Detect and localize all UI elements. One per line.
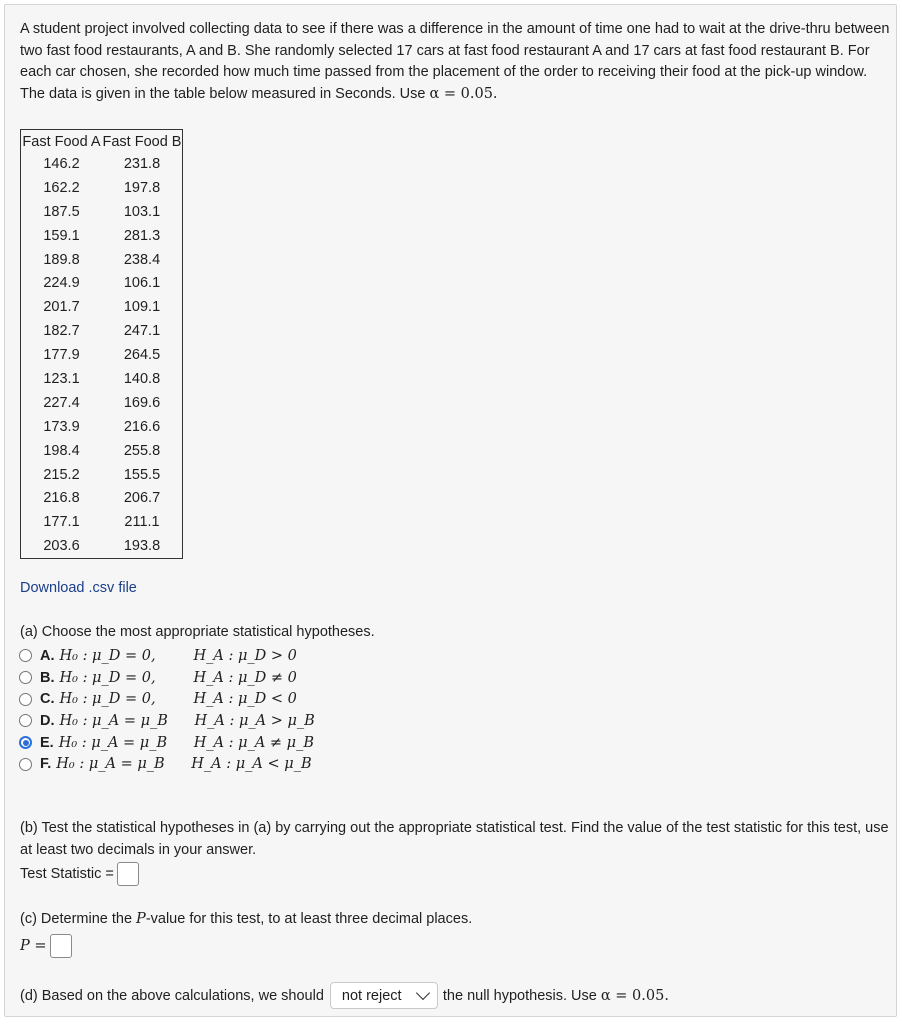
table-cell-b: 103.1 bbox=[123, 203, 161, 220]
table-cell-a: 203.6 bbox=[43, 538, 80, 555]
part-d-alpha: α = 0.05. bbox=[600, 987, 669, 1004]
column-header-a: Fast Food A bbox=[22, 134, 101, 150]
table-cell-b: 281.3 bbox=[123, 227, 161, 244]
download-csv-link[interactable]: Download .csv file bbox=[20, 580, 137, 596]
table-cell-b: 264.5 bbox=[123, 347, 161, 364]
radio-button[interactable] bbox=[19, 736, 32, 749]
part-a-prompt: (a) Choose the most appropriate statistical hypotheses. bbox=[20, 624, 375, 640]
hypothesis-option[interactable] bbox=[19, 667, 315, 689]
part-d-prompt-pre: (d) Based on the above calculations, we should bbox=[20, 987, 324, 1004]
part-d-prompt-post: the null hypothesis. Use bbox=[442, 987, 597, 1004]
table-cell-a: 177.9 bbox=[43, 347, 80, 364]
table-row bbox=[21, 486, 183, 510]
table-cell-a: 187.5 bbox=[43, 203, 80, 220]
table-row bbox=[21, 176, 183, 200]
table-row bbox=[21, 343, 183, 367]
table-row bbox=[21, 463, 183, 487]
table-cell-a: 189.8 bbox=[43, 251, 80, 268]
option-letter: A. bbox=[40, 647, 55, 664]
null-hypothesis: H₀ : μ_A = μ_B bbox=[56, 756, 165, 773]
table-cell-a: 159.1 bbox=[43, 227, 80, 244]
test-statistic-label: Test Statistic = bbox=[20, 866, 114, 882]
option-letter: B. bbox=[40, 669, 55, 686]
column-header-b: Fast Food B bbox=[102, 134, 182, 150]
decision-select[interactable] bbox=[330, 982, 438, 1009]
table-cell-a: 146.2 bbox=[43, 155, 80, 172]
alternative-hypothesis: H_A : μ_A > μ_B bbox=[194, 712, 315, 729]
table-cell-b: 197.8 bbox=[123, 179, 161, 196]
table-cell-a: 123.1 bbox=[43, 370, 80, 387]
alpha-value: α = 0.05. bbox=[429, 85, 498, 102]
table-row bbox=[21, 224, 183, 248]
hypothesis-options bbox=[19, 645, 315, 775]
table-cell-b: 169.6 bbox=[123, 394, 161, 411]
table-row bbox=[21, 319, 183, 343]
alternative-hypothesis: H_A : μ_A ≠ μ_B bbox=[193, 734, 315, 751]
null-hypothesis: H₀ : μ_D = 0, bbox=[59, 669, 156, 686]
question-panel bbox=[4, 4, 897, 1017]
option-letter: C. bbox=[40, 691, 55, 708]
table-cell-b: 206.7 bbox=[123, 490, 161, 507]
table-row bbox=[21, 510, 183, 534]
alternative-hypothesis: H_A : μ_A < μ_B bbox=[191, 756, 312, 773]
option-letter: E. bbox=[40, 734, 54, 751]
part-c-prompt: (c) Determine the P-value for this test, to at least three decimal places. bbox=[20, 911, 473, 927]
null-hypothesis: H₀ : μ_D = 0, bbox=[59, 691, 156, 708]
table-row bbox=[21, 271, 183, 295]
alternative-hypothesis: H_A : μ_D ≠ 0 bbox=[193, 669, 297, 686]
table-row bbox=[21, 152, 183, 176]
table-cell-b: 155.5 bbox=[123, 466, 161, 483]
table-cell-b: 231.8 bbox=[123, 155, 161, 172]
table-row bbox=[21, 439, 183, 463]
hypothesis-option[interactable] bbox=[19, 688, 315, 710]
table-cell-a: 182.7 bbox=[43, 323, 80, 340]
table-row bbox=[21, 391, 183, 415]
table-cell-b: 247.1 bbox=[123, 323, 161, 340]
radio-button[interactable] bbox=[19, 758, 32, 771]
part-d-row bbox=[20, 982, 669, 1009]
p-value-input[interactable] bbox=[50, 934, 72, 958]
table-row bbox=[21, 295, 183, 319]
table-cell-b: 211.1 bbox=[124, 514, 160, 531]
table-cell-b: 106.1 bbox=[123, 275, 161, 292]
hypothesis-option[interactable] bbox=[19, 753, 315, 775]
table-cell-b: 140.8 bbox=[123, 370, 161, 387]
table-cell-a: 227.4 bbox=[43, 394, 80, 411]
hypothesis-option[interactable] bbox=[19, 732, 315, 754]
table-cell-a: 216.8 bbox=[43, 490, 80, 507]
table-cell-b: 193.8 bbox=[123, 538, 161, 555]
hypothesis-option[interactable] bbox=[19, 645, 315, 667]
table-cell-a: 224.9 bbox=[43, 275, 80, 292]
radio-button[interactable] bbox=[19, 671, 32, 684]
decision-select-value: not reject bbox=[341, 987, 402, 1004]
table-cell-b: 216.6 bbox=[123, 418, 161, 435]
radio-button[interactable] bbox=[19, 714, 32, 727]
table-cell-a: 162.2 bbox=[43, 179, 80, 196]
option-letter: F. bbox=[40, 756, 52, 773]
table-cell-a: 177.1 bbox=[43, 514, 80, 531]
null-hypothesis: H₀ : μ_A = μ_B bbox=[59, 712, 168, 729]
question-intro: A student project involved collecting data to see if there was a difference in the amount of time one had to wait at the drive-thru between two fast food restaurants, A and B. She randomly selected 17 cars at fast food restaurant A and 17 cars at fast food restaurant B. For each car chosen, she recorded how much time passed from the placement of the order to receiving their food at the pick-up window. The data is given in the table below measured in Seconds. Use α = 0.05. bbox=[20, 21, 890, 102]
radio-button[interactable] bbox=[19, 693, 32, 706]
table-cell-b: 255.8 bbox=[123, 442, 161, 459]
table-cell-b: 238.4 bbox=[123, 251, 161, 268]
table-cell-b: 109.1 bbox=[123, 299, 161, 316]
p-value-label: P = bbox=[20, 938, 47, 954]
table-cell-a: 198.4 bbox=[43, 442, 80, 459]
table-cell-a: 215.2 bbox=[43, 466, 80, 483]
table-header-row bbox=[21, 130, 183, 153]
test-statistic-input[interactable] bbox=[117, 862, 139, 886]
radio-button[interactable] bbox=[19, 649, 32, 662]
part-b-prompt: (b) Test the statistical hypotheses in (a) by carrying out the appropriate statistical test. Find the value of the test statistic for this test, use at least two decimals in your answer. bbox=[20, 820, 889, 858]
table-cell-a: 173.9 bbox=[43, 418, 80, 435]
hypothesis-option[interactable] bbox=[19, 710, 315, 732]
table-cell-a: 201.7 bbox=[43, 299, 80, 316]
alternative-hypothesis: H_A : μ_D < 0 bbox=[193, 691, 297, 708]
option-letter: D. bbox=[40, 712, 55, 729]
data-table bbox=[20, 129, 183, 559]
chevron-down-icon bbox=[416, 986, 430, 1000]
table-row bbox=[21, 248, 183, 272]
null-hypothesis: H₀ : μ_D = 0, bbox=[59, 647, 156, 664]
null-hypothesis: H₀ : μ_A = μ_B bbox=[58, 734, 168, 751]
table-row bbox=[21, 367, 183, 391]
alternative-hypothesis: H_A : μ_D > 0 bbox=[193, 647, 297, 664]
p-value-row bbox=[20, 934, 72, 958]
table-row bbox=[21, 534, 183, 558]
table-row bbox=[21, 415, 183, 439]
table-row bbox=[21, 200, 183, 224]
test-statistic-row bbox=[20, 862, 139, 886]
